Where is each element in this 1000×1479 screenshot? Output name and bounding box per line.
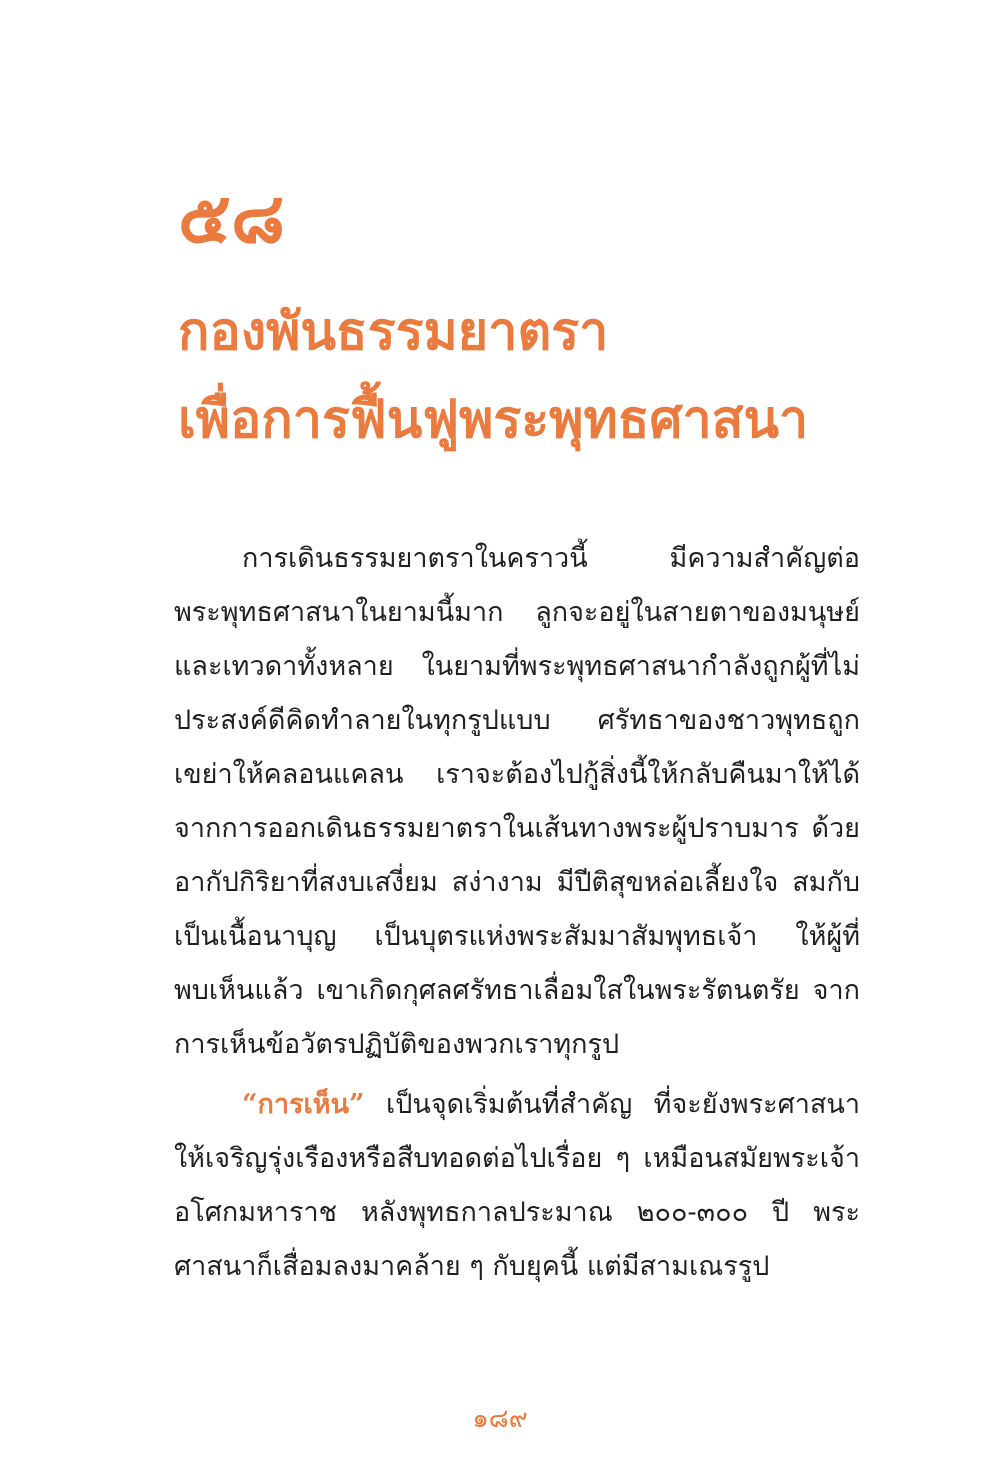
chapter-title-line-2: เพื่อการฟื้นฟูพระพุทธศาสนา — [178, 389, 809, 450]
chapter-number: ๕๘ — [178, 176, 285, 259]
paragraph-2-text: เป็นจุดเริ่มต้นที่สำคัญ ที่จะยังพระศาสนาให้เจริญรุ่งเรืองหรือสืบทอดต่อไปเรื่อย ๆ เหมือนสมัยพระเจ้าอโศกมหาราช หลังพุทธกาลประมาณ ๒๐๐-๓๐๐ ปี พระศาสนาก็เสื่อมลงมาคล้าย ๆ กับยุคนี้ แต่มีสามเณรรูป — [174, 1089, 860, 1282]
chapter-title — [178, 288, 898, 464]
highlighted-quote: “การเห็น” — [242, 1089, 365, 1120]
chapter-title-line-1: กองพันธรรมยาตรา — [178, 301, 609, 362]
page-number: ๑๘๙ — [472, 1404, 528, 1434]
paragraph-1: การเดินธรรมยาตราในคราวนี้ มีความสำคัญต่อพระพุทธศาสนาในยามนี้มาก ลูกจะอยู่ในสายตาของมนุษย์และเทวดาทั้งหลาย ในยามที่พระพุทธศาสนากำลังถูกผู้ที่ไม่ประสงค์ดีคิดทำลายในทุกรูปแบบ ศรัทธาของชาวพุทธถูกเขย่าให้คลอนแคลน เราจะต้องไปกู้สิ่งนี้ให้กลับคืนมาให้ได้ จากการออกเดินธรรมยาตราในเส้นทางพระผู้ปราบมาร ด้วยอากัปกิริยาที่สงบเสงี่ยม สง่างาม มีปีติสุขหล่อเลี้ยงใจ สมกับเป็นเนื้อนาบุญ เป็นบุตรแห่งพระสัมมาสัมพุทธเจ้า ให้ผู้ที่พบเห็นแล้ว เขาเกิดกุศลศรัทธาเลื่อมใสในพระรัตนตรัย จากการเห็นข้อวัตรปฏิบัติของพวกเราทุกรูป — [174, 543, 860, 1060]
body-text — [174, 532, 860, 1300]
paragraph-2 — [174, 1078, 860, 1294]
